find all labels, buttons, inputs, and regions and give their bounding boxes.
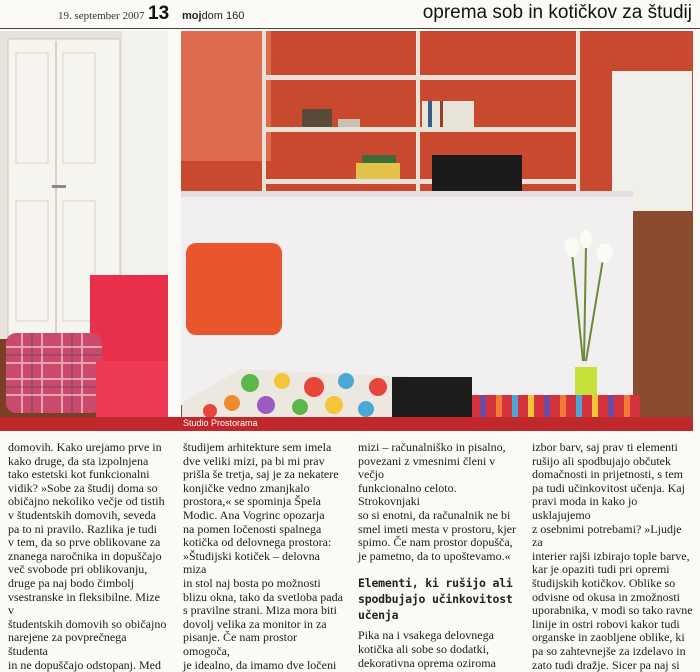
article-line: so si enotni, da računalnik ne bi — [358, 509, 518, 523]
orange-pillow — [186, 243, 282, 335]
issue-date: 19. september 2007 — [58, 10, 144, 22]
article-line: pa tudi učinkovitost učenja. Kaj — [532, 482, 694, 496]
article-line: s pravilne strani. Miza mora biti — [183, 604, 345, 618]
article-line: konjičke vedno zmanjkalo — [183, 482, 345, 496]
article-line: vsestranske in fleksibilne. Mize v — [8, 591, 168, 618]
article-line: zato tudi dražje. Sicer pa naj si — [532, 659, 694, 672]
article-column-4 — [532, 441, 694, 672]
article-line: znanega naročnika in dopuščajo — [8, 550, 168, 564]
article-line: vidik? »Sobe za študij doma so — [8, 482, 168, 496]
article-line: rušijo ali spodbujajo občutek — [532, 455, 694, 469]
article-line: narejene za povprečnega študenta — [8, 631, 168, 658]
article-line: več svobode pri oblikovanju, — [8, 563, 168, 577]
header-rule — [0, 28, 700, 29]
article-line: blizu okna, tako da svetloba pada — [183, 591, 345, 605]
article-line: pravi moda in kako jo usklajujemo — [532, 495, 694, 522]
article-column-3 — [358, 441, 518, 670]
interior-photo — [0, 31, 700, 431]
column-3-bottom — [358, 629, 518, 670]
article-line: je pametno, da to upoštevamo.« — [358, 550, 518, 564]
article-line: običajno nekoliko večje od tistih — [8, 495, 168, 509]
article-line: mizi – računalniško in pisalno, — [358, 441, 518, 455]
article-line: kako druge, da sta izpolnjena — [8, 455, 168, 469]
article-line: funkcionalno celoto. Strokovnjaki — [358, 482, 518, 509]
article-line: pisanje. Če nam prostor omogoča, — [183, 631, 345, 658]
black-ottoman — [392, 377, 472, 417]
article-line: interier rajši izbirajo tople barve, — [532, 550, 694, 564]
plaid-cushion — [6, 333, 102, 413]
article-line: na pomen ločenosti spalnega — [183, 523, 345, 537]
article-line: »Študijski kotiček – delovna miza — [183, 550, 345, 577]
photo-caption: Studio Prostorama — [183, 418, 258, 428]
article-line: tako estetski kot funkcionalni — [8, 468, 168, 482]
article-line: druge pa naj bodo čimbolj — [8, 577, 168, 591]
article-line: povezani z vmesnimi členi v večjo — [358, 455, 518, 482]
article-line: odvisne od okusa in zmožnosti — [532, 591, 694, 605]
article-line: dovolj velika za monitor in za — [183, 618, 345, 632]
article-line: z osebnimi potrebami? »Ljudje za — [532, 523, 694, 550]
article-line: uporabnika, v modi so tako ravne — [532, 604, 694, 618]
striped-rug — [472, 395, 640, 417]
article-line: je idealno, da imamo dve ločeni — [183, 659, 345, 672]
article-line: prišla še tretja, saj je za nekatere — [183, 468, 345, 482]
article-line: dekorativna oprema oziroma — [358, 657, 518, 671]
article-line: Modic. Ana Vogrinc opozarja — [183, 509, 345, 523]
article-column-2 — [183, 441, 345, 672]
article-line: pa to ni pravilo. Razlika je tudi — [8, 523, 168, 537]
article-line: dve veliki mizi, pa bi mi prav — [183, 455, 345, 469]
article-line: študijskih kotičkov. Oblike so — [532, 577, 694, 591]
article-line: prostora,« se spominja Špela — [183, 495, 345, 509]
article-line: spimo. Če nam prostor dopušča, — [358, 536, 518, 550]
magazine-prefix: moj — [182, 10, 202, 22]
section-subheading: Elementi, ki rušijo ali spodbujajo učinkovitost učenja — [358, 575, 518, 623]
article-line: v tem, da so prve oblikovane za — [8, 536, 168, 550]
article-line: študijem arhitekture sem imela — [183, 441, 345, 455]
article-line: Pika na i vsakega delovnega — [358, 629, 518, 643]
caption-band — [0, 417, 693, 431]
magazine-name — [182, 10, 244, 22]
article-line: in stol naj bosta po možnosti — [183, 577, 345, 591]
article-line: kar je opaziti tudi pri opremi — [532, 563, 694, 577]
article-line: in ne dopuščajo odstopanj. Med — [8, 659, 168, 672]
article-line: pa so zahtevnejše za izdelavo in — [532, 645, 694, 659]
article-line: kotička ali sobe so dodatki, — [358, 643, 518, 657]
article-line: smel imeti mesta v prostoru, kjer — [358, 523, 518, 537]
article-line: študentskih domovih so običajno — [8, 618, 168, 632]
article-line: izbor barv, saj prav ti elementi — [532, 441, 694, 455]
page-header — [0, 0, 700, 30]
section-title: oprema sob in kotičkov za študij — [423, 2, 692, 24]
article-line: kotička od delovnega prostora: — [183, 536, 345, 550]
page-number: 13 — [148, 3, 169, 25]
article-line: organske in zaobljene oblike, ki — [532, 631, 694, 645]
computer-monitor — [432, 155, 522, 193]
article-line: domovih. Kako urejamo prve in — [8, 441, 168, 455]
article-line: v študentskih domovih, seveda — [8, 509, 168, 523]
article-line: linije in ostri robovi kakor tudi — [532, 618, 694, 632]
magazine-suffix: dom 160 — [202, 10, 245, 22]
column-3-top — [358, 441, 518, 563]
article-line: domačnosti in prijetnosti, s tem — [532, 468, 694, 482]
article-column-1 — [8, 441, 168, 672]
door-handle — [52, 185, 66, 188]
